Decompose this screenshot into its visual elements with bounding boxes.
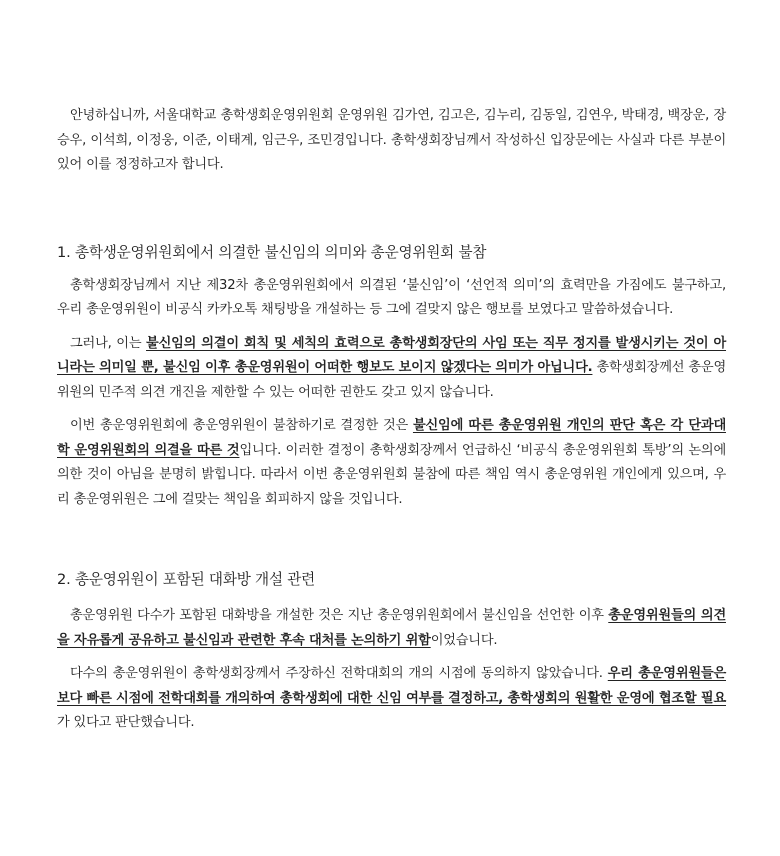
section-1-paragraph-1: 총학생회장님께서 지난 제32차 총운영위원회에서 의결된 ‘불신임’이 ‘선언적 의미’의 효력만을 가짐에도 불구하고, 우리 총운영위원이 비공식 카카오톡 채팅방을 개설하는 등 그에 걸맞지 않은 행보를 보였다고 말씀하셨습니다. (57, 277, 726, 317)
section-1-heading: 1. 총학생운영위원회에서 의결한 불신임의 의미와 총운영위원회 불참 (57, 243, 487, 261)
section-1-paragraph-3-tail: 입니다. 이러한 결정이 총학생회장께서 언급하신 ‘비공식 총운영위원회 톡방’의 논의에 의한 것이 아님을 분명히 밝힙니다. 따라서 이번 총운영위원회 불참에 따른 책임 역시 총운영위원 개인에게 있으며, 우리 총운영위원은 그에 걸맞는 책임을 회피하지 않을 것입니다. (57, 442, 726, 507)
intro-paragraph: 안녕하십니까, 서울대학교 총학생회운영위원회 운영위원 김가연, 김고은, 김누리, 김동일, 김연우, 박태경, 백장운, 장승우, 이석희, 이정웅, 이준, 이태계, 임근우, 조민경입니다. 총학생회장님께서 작성하신 입장문에는 사실과 다른 부분이 있어 이를 정정하고자 합니다. (57, 108, 726, 172)
section-1-paragraph-2-lead: 그러나, 이는 (70, 335, 147, 351)
section-2-paragraph-1 (57, 604, 726, 653)
section-2-heading: 2. 총운영위원이 포함된 대화방 개설 관련 (57, 571, 316, 588)
section-2-paragraph-2-emphasis: 우리 총운영위원들은 보다 빠른 시점에 전학대회를 개의하여 총학생회에 대한 신임 여부를 결정하고, 총학생회의 원활한 운영에 협조할 필요 (57, 666, 726, 706)
section-2-paragraph-1-lead: 총운영위원 다수가 포함된 대화방을 개설한 것은 지난 총운영위원회에서 불신임을 선언한 이후 (70, 608, 609, 623)
section-2-paragraph-1-emphasis: 총운영위원들의 의견을 자유롭게 공유하고 불신임과 관련한 후속 대처를 논의하기 위함 (57, 608, 726, 648)
section-1-paragraph-2-tail: 총학생회장께선 총운영위원의 민주적 의견 개진을 제한할 수 있는 어떠한 권한도 갖고 있지 않습니다. (57, 360, 726, 400)
section-1-paragraph-3-lead: 이번 총운영위원회에 총운영위원이 불참하기로 결정한 것은 (70, 418, 413, 433)
section-1-paragraph-3 (57, 414, 726, 512)
section-2-paragraph-2-tail: 가 있다고 판단했습니다. (57, 715, 195, 730)
section-1-paragraph-2-emphasis: 불신임의 의결이 회칙 및 세칙의 효력으로 총학생회장단의 사임 또는 직무 정지를 발생시키는 것이 아니라는 의미일 뿐, 불신임 이후 총운영위원이 어떠한 행보도 보이지 않겠다는 의미가 아닙니다. (57, 335, 727, 375)
section-1-paragraph-3-emphasis: 불신임에 따른 총운영위원 개인의 판단 혹은 각 단과대학 운영위원회의 의결을 따른 것 (57, 418, 726, 458)
section-2-paragraph-2-lead: 다수의 총운영위원이 총학생회장께서 주장하신 전학대회의 개의 시점에 동의하지 않았습니다. (70, 666, 608, 681)
section-1-paragraph-2 (57, 332, 726, 406)
section-2-paragraph-1-tail: 이었습니다. (430, 632, 498, 648)
section-2-paragraph-2 (57, 662, 726, 736)
